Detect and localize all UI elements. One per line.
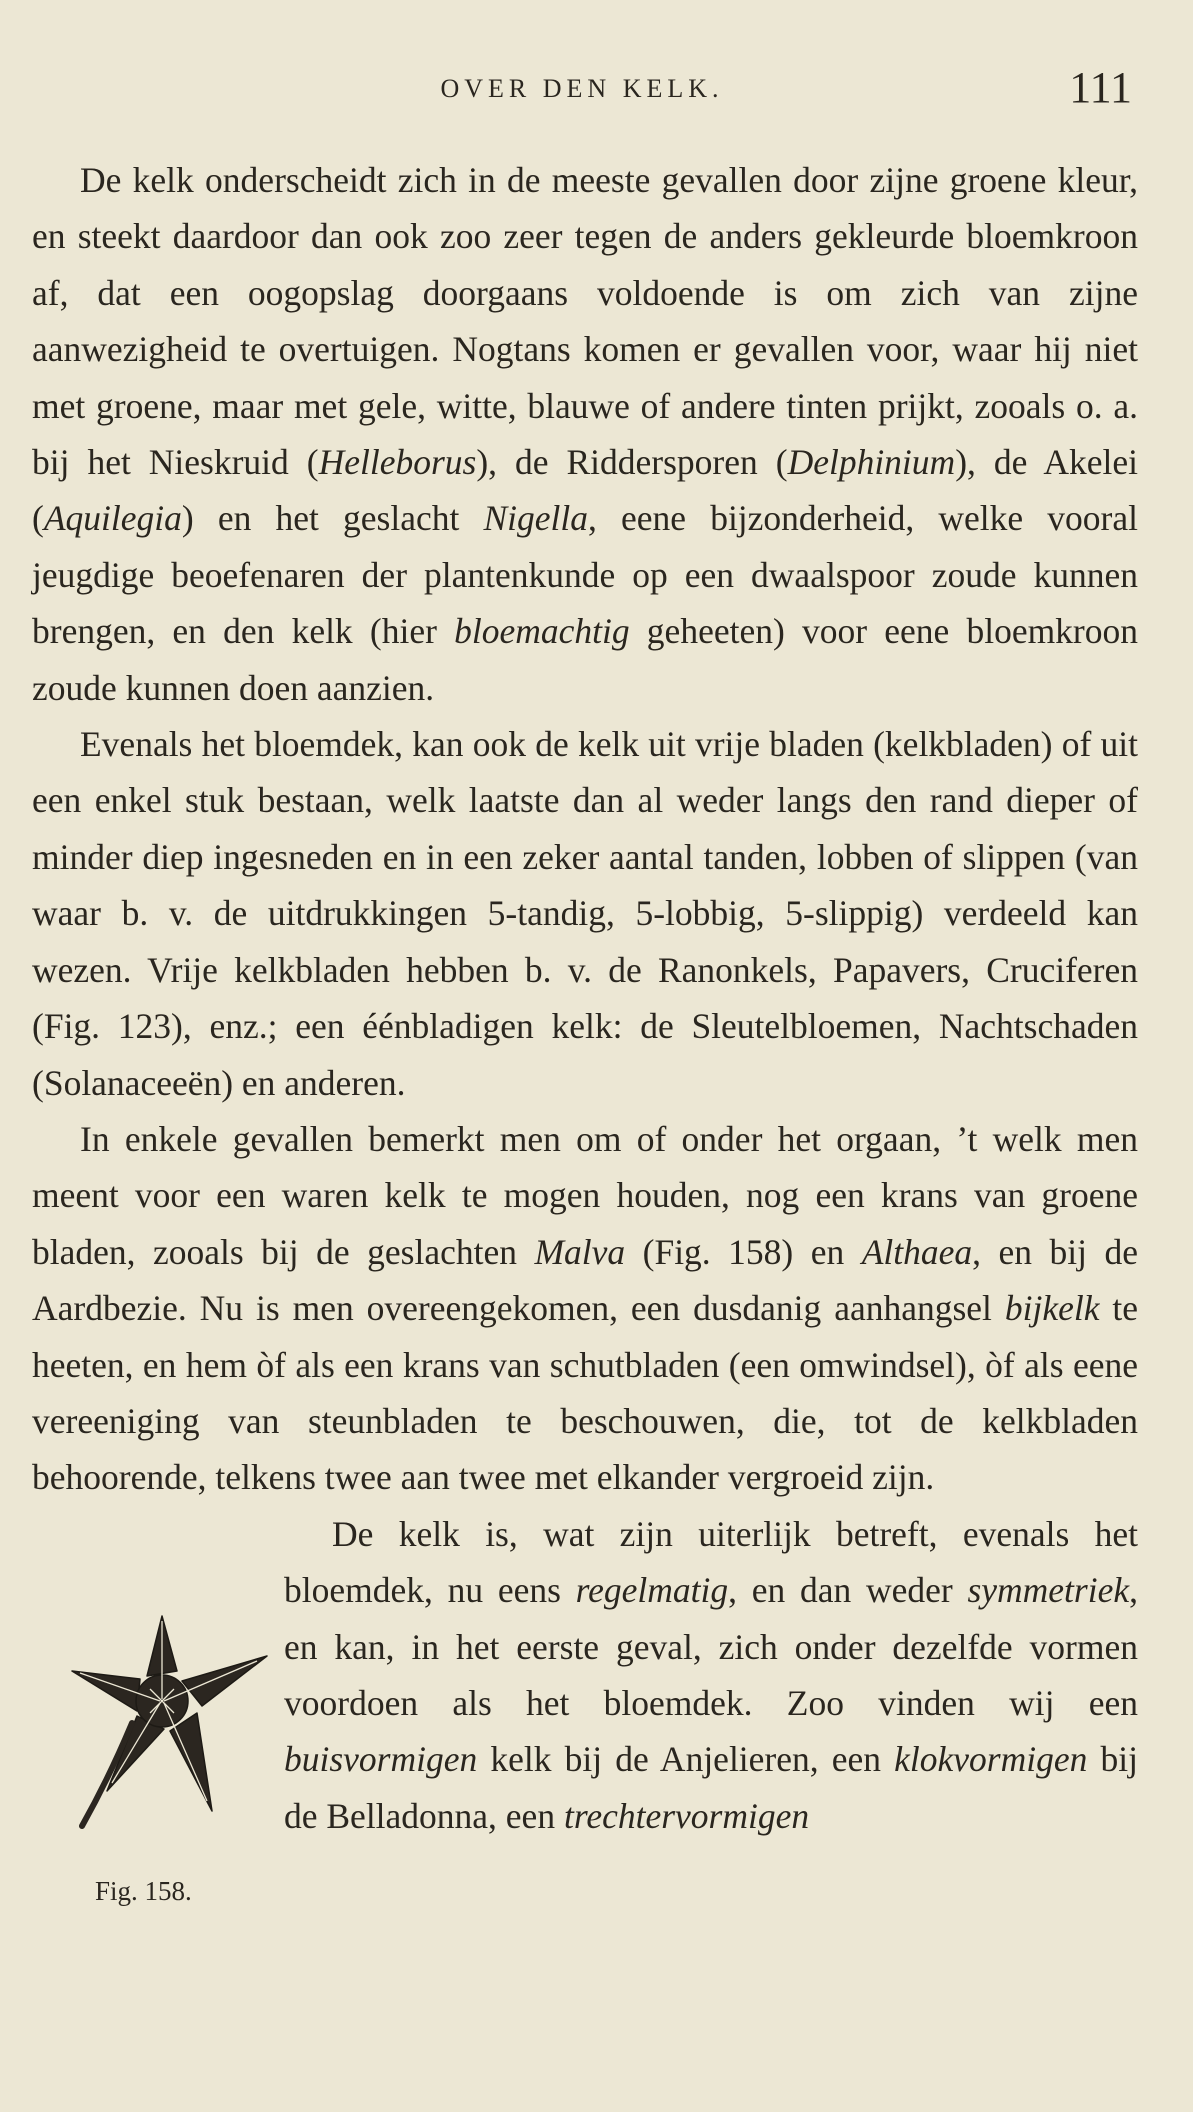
paragraph-3: [32, 1111, 1138, 1506]
emphasis-term: bijkelk: [1004, 1288, 1100, 1329]
emphasis-term: trechtervormigen: [563, 1795, 810, 1836]
page-number: 111: [1069, 63, 1132, 112]
text-run: ) en het geslacht: [181, 498, 484, 539]
running-title: OVER DEN KELK.: [440, 74, 724, 103]
text-run: ), de Akelei (: [32, 442, 1138, 539]
latin-name: Althaea: [861, 1231, 973, 1272]
emphasis-term: klokvormigen: [894, 1739, 1088, 1780]
emphasis-term: buisvormigen: [284, 1739, 478, 1780]
latin-name: Malva: [534, 1231, 626, 1272]
latin-name: Helleborus: [318, 442, 477, 483]
body-text: [32, 152, 1138, 1941]
paragraph-1: [32, 152, 1138, 716]
emphasis-term: bloemachtig: [454, 611, 630, 652]
text-run: te heeten, en hem òf als een krans van schutbladen (een omwindsel), òf als eene vereeniging van steunbladen te beschouwen, die, tot de kelkbladen behoorende, telkens twee aan twee met elkander vergroeid zijn.: [32, 1288, 1139, 1498]
paragraph-2: Evenals het bloemdek, kan ook de kelk uit vrije bladen (kelkbladen) of uit een enkel stuk bestaan, welk laatste dan al weder langs den rand dieper of minder diep ingesneden en in een zeker aantal tanden, lobben of slippen (van waar b. v. de uitdrukkingen 5-tandig, 5-lobbig, 5-slippig) verdeeld kan wezen. Vrije kelkbladen hebben b. v. de Ranonkels, Papavers, Cruciferen (Fig. 123), enz.; een éénbladigen kelk: de Sleutelbloemen, Nachtschaden (Solanaceeën) en anderen.: [32, 724, 1138, 1103]
text-run: De kelk onderscheidt zich in de meeste gevallen door zijne groene kleur, en steekt daardoor dan ook zoo zeer tegen de anders gekleurde bloemkroon af, dat een oogopslag doorgaans voldoende is om zich van zijne aanwezigheid te overtuigen. Nogtans komen er gevallen voor, waar hij niet met groene, maar met gele, witte, blauwe of andere tinten prijkt, zooals o. a. bij het Nieskruid (: [32, 160, 1138, 483]
figure-caption: Fig. 158.: [95, 1875, 192, 1906]
text-run: , en dan weder: [728, 1570, 968, 1611]
text-run: , eene bijzonderheid, welke vooral jeugdige beoefenaren der plantenkunde op een dwaalspoor zoude kunnen brengen, en den kelk (hier: [32, 498, 1138, 652]
latin-name: Aquilegia: [43, 498, 182, 539]
text-run: bij de Belladonna, een: [284, 1739, 1138, 1836]
latin-name: Delphinium: [787, 442, 956, 483]
text-run: De kelk is, wat zijn uiterlijk betreft, evenals het bloemdek, nu eens: [284, 1513, 1138, 1611]
figure-158: [32, 1506, 284, 1941]
text-run: ), de Riddersporen (: [476, 442, 788, 483]
text-run: (Fig. 158) en: [625, 1231, 862, 1272]
page-header: [32, 63, 1132, 112]
emphasis-term: symmetriek: [967, 1570, 1130, 1611]
calyx-engraving-icon: [52, 1601, 272, 1831]
text-run: , en kan, in het eerste geval, zich onder dezelfde vormen voordoen als het bloemdek. Zoo vinden wij een: [284, 1570, 1138, 1723]
emphasis-term: regelmatig: [575, 1570, 729, 1611]
text-run: In enkele gevallen bemerkt men om of onder het orgaan, ’t welk men meent voor een waren kelk te mogen houden, nog een krans van groene bladen, zooals bij de geslachten: [32, 1118, 1138, 1272]
latin-name: Nigella: [483, 498, 588, 539]
text-run: geheeten) voor eene bloemkroon zoude kunnen doen aanzien.: [32, 611, 1139, 708]
text-run: kelk bij de Anjelieren, een: [477, 1739, 895, 1780]
text-run: , en bij de Aardbezie. Nu is men overeengekomen, een dusdanig aanhangsel: [32, 1231, 1138, 1329]
